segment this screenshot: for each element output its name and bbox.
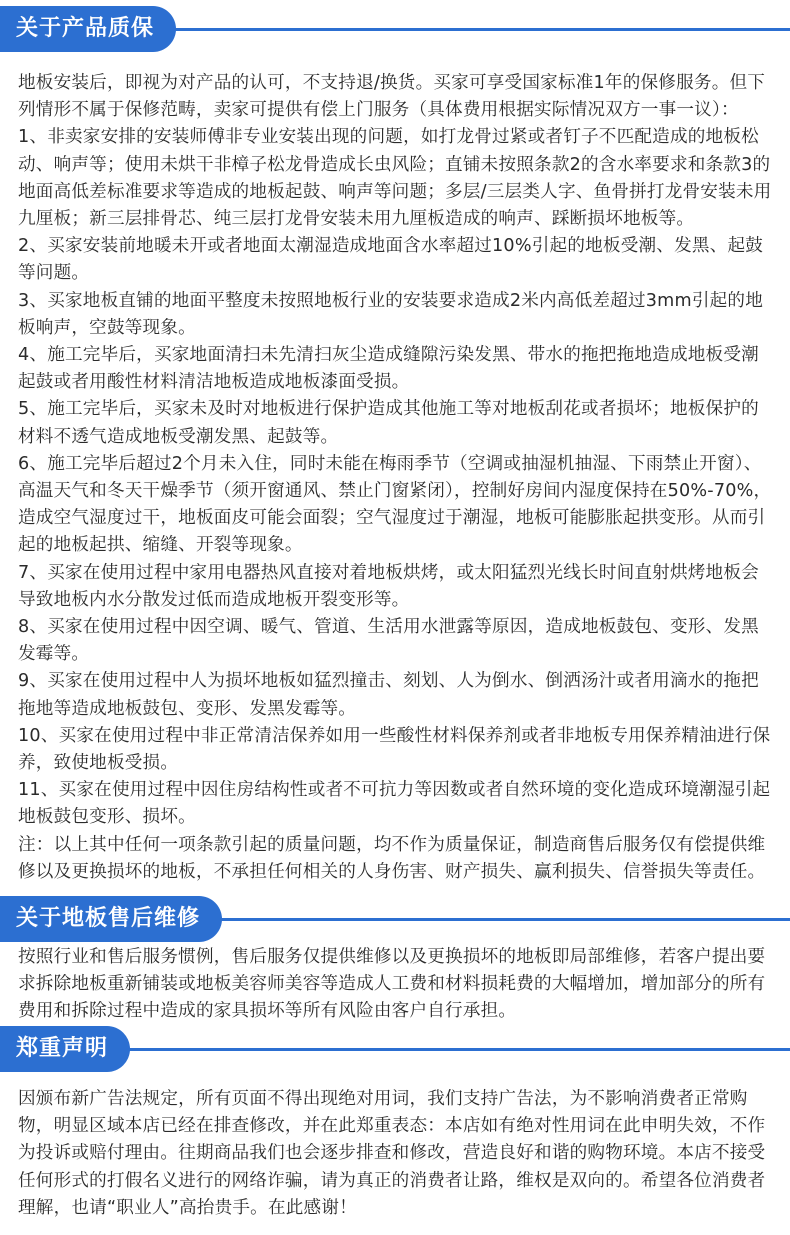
section-after-sales-repair — [0, 896, 790, 1026]
section-header — [0, 6, 790, 52]
warranty-clause-8: 8、买家在使用过程中因空调、暖气、管道、生活用水泄露等原因，造成地板鼓包、变形、发黑发霉等。 — [18, 617, 759, 665]
warranty-clause-10: 10、买家在使用过程中非正常清洁保养如用一些酸性材料保养剂或者非地板专用保养精油进行保养，致使地板受损。 — [18, 725, 771, 774]
warranty-clause-6: 6、施工完毕后超过2个月未入住，同时未能在梅雨季节（空调或抽湿机抽湿、下雨禁止开窗）、高温天气和冬天干燥季节（须开窗通风、禁止门窗紧闭），控制好房间内湿度保持在50%-70%，造成空气湿度过干，地板面皮可能会面裂；空气湿度过于潮湿，地板可能膨胀起拱变形。从而引起的地板起拱、缩缝、开裂等现象。 — [18, 453, 772, 556]
warranty-clause-2: 2、买家安装前地暖未开或者地面太潮湿造成地面含水率超过10%引起的地板受潮、发黑、起鼓等问题。 — [18, 236, 764, 284]
section-body — [18, 1086, 772, 1222]
warranty-clause-11: 11、买家在使用过程中因住房结构性或者不可抗力等因数或者自然环境的变化造成环境潮湿引起地板鼓包变形、损坏。 — [18, 780, 771, 828]
section-title: 关于地板售后维修 — [0, 896, 222, 942]
warranty-clause-1: 1、非卖家安排的安装师傅非专业安装出现的问题，如打龙骨过紧或者钉子不匹配造成的地板松动、响声等；使用未烘干非樟子松龙骨造成长虫风险；直铺未按照条款2的含水率要求和条款3的地面高低差标准要求等造成的地板起鼓、响声等问题；多层/三层类人字、鱼骨拼打龙骨安装未用九厘板；新三层排骨芯、纯三层打龙骨安装未用九厘板造成的响声、踩断损坏地板等。 — [18, 127, 772, 230]
section-product-warranty — [0, 6, 790, 886]
section-title: 郑重声明 — [0, 1026, 130, 1072]
warranty-clause-3: 3、买家地板直铺的地面平整度未按照地板行业的安装要求造成2米内高低差超过3mm引起的地板响声，空鼓等现象。 — [18, 290, 764, 338]
warranty-clause-4: 4、施工完毕后，买家地面清扫未先清扫灰尘造成缝隙污染发黑、带水的拖把拖地造成地板受潮起鼓或者用酸性材料清洁地板造成地板漆面受损。 — [18, 345, 759, 393]
warranty-clause-5: 5、施工完毕后，买家未及时对地板进行保护造成其他施工等对地板刮花或者损坏；地板保护的材料不透气造成地板受潮发黑、起鼓等。 — [18, 399, 759, 447]
section-body — [18, 944, 772, 1026]
warranty-note: 注：以上其中任何一项条款引起的质量问题，均不作为质量保证，制造商售后服务仅有偿提供维修以及更换损坏的地板，不承担任何相关的人身伤害、财产损失、赢利损失、信誉损失等责任。 — [18, 834, 766, 882]
statement-paragraph: 因颁布新广告法规定，所有页面不得出现绝对用词，我们支持广告法，为不影响消费者正常购物，明显区域本店已经在排查修改，并在此郑重表态：本店如有绝对性用词在此申明失效，不作为投诉或赔付理由。往期商品我们也会逐步排查和修改，营造良好和谐的购物环境。本店不接受任何形式的打假名义进行的网络诈骗，请为真正的消费者让路，维权是双向的。希望各位消费者理解，也请“职业人”高抬贵手。在此感谢！ — [18, 1089, 766, 1218]
repair-paragraph: 按照行业和售后服务惯例，售后服务仅提供维修以及更换损坏的地板即局部维修，若客户提出要求拆除地板重新铺装或地板美容师美容等造成人工费和材料损耗费的大幅增加，增加部分的所有费用和拆除过程中造成的家具损坏等所有风险由客户自行承担。 — [18, 947, 766, 1022]
section-solemn-statement — [0, 1026, 790, 1222]
section-body — [18, 70, 772, 886]
intro-paragraph: 地板安装后，即视为对产品的认可，不支持退/换货。买家可享受国家标准1年的保修服务。但下列情形不属于保修范畴，卖家可提供有偿上门服务（具体费用根据实际情况双方一事一议）： — [18, 73, 766, 121]
section-title: 关于产品质保 — [0, 6, 176, 52]
warranty-clause-7: 7、买家在使用过程中家用电器热风直接对着地板烘烤，或太阳猛烈光线长时间直射烘烤地板会导致地板内水分散发过低而造成地板开裂变形等。 — [18, 562, 759, 610]
section-header — [0, 896, 790, 942]
section-header — [0, 1026, 790, 1072]
warranty-clause-9: 9、买家在使用过程中人为损坏地板如猛烈撞击、刻划、人为倒水、倒洒汤汁或者用滴水的拖把拖地等造成地板鼓包、变形、发黑发霉等。 — [18, 671, 759, 719]
